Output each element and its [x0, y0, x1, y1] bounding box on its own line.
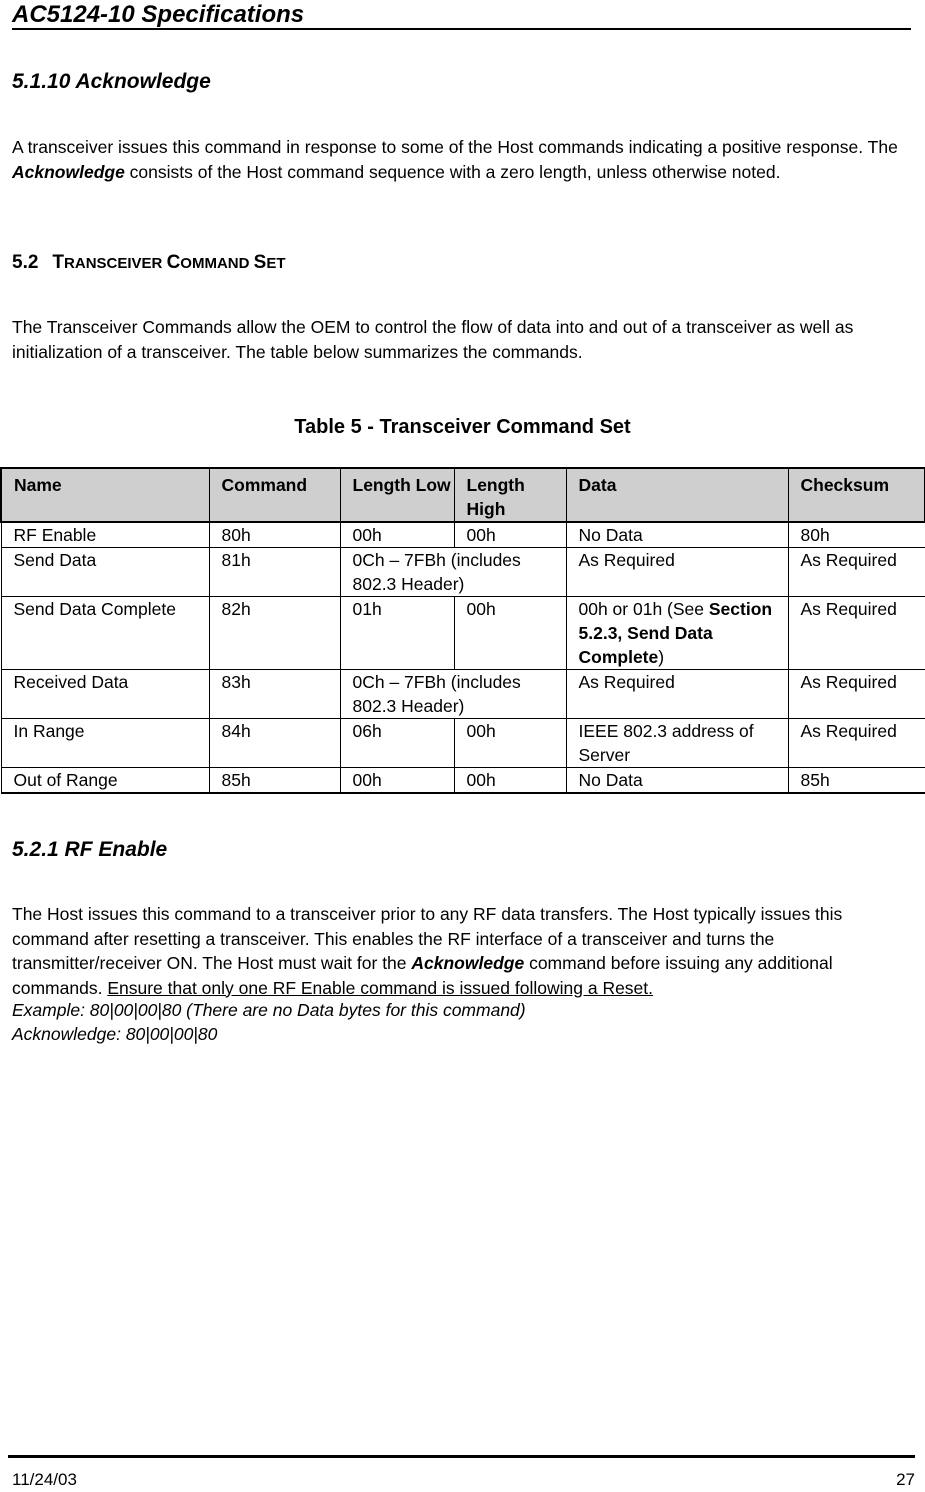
table-cell: No Data — [566, 522, 788, 548]
heading-rf-enable: 5.2.1 RF Enable — [12, 838, 168, 861]
table-header-row — [1, 468, 925, 522]
table-row — [1, 597, 925, 670]
table-cell: 00h — [340, 522, 454, 548]
table-cell: IEEE 802.3 address of Server — [566, 719, 788, 768]
table-cell: 06h — [340, 719, 454, 768]
page-number: 27 — [896, 1470, 915, 1489]
table-cell: As Required — [788, 597, 925, 670]
table-cell: 85h — [209, 768, 340, 794]
column-header: Data — [566, 468, 788, 522]
table-cell: As Required — [566, 670, 788, 719]
command-set-paragraph: The Transceiver Commands allow the OEM to control the flow of data into and out of a transceiver as well as initialization of a transceiver. The table below summarizes the commands. — [12, 317, 854, 362]
table-row — [1, 768, 925, 794]
table-caption: Table 5 - Transceiver Command Set — [294, 416, 631, 438]
column-header: Length High — [454, 468, 566, 522]
table-cell: RF Enable — [1, 522, 209, 548]
table-row — [1, 719, 925, 768]
acknowledge-line: Acknowledge: 80|00|00|80 — [12, 1024, 218, 1044]
table-cell: 84h — [209, 719, 340, 768]
heading-acknowledge: 5.1.10 Acknowledge — [12, 70, 211, 93]
command-table — [0, 467, 925, 794]
page-footer — [8, 1455, 915, 1489]
example-line: Example: 80|00|00|80 (There are no Data bytes for this command) — [12, 1000, 526, 1020]
table-cell: 00h — [340, 768, 454, 794]
column-header: Length Low — [340, 468, 454, 522]
page-header — [12, 2, 911, 30]
table-row — [1, 670, 925, 719]
table-cell: 01h — [340, 597, 454, 670]
table-cell: As Required — [566, 548, 788, 597]
table-cell: 00h — [454, 522, 566, 548]
section-cross-reference: Section 5.2.3, Send Data Complete — [578, 599, 773, 667]
table-cell: 00h — [454, 768, 566, 794]
column-header: Command — [209, 468, 340, 522]
footer-date: 11/24/03 — [12, 1470, 77, 1489]
table-cell: 85h — [788, 768, 925, 794]
table-cell: 00h or 01h (See Section 5.2.3, Send Data Complete) — [566, 597, 788, 670]
table-cell: As Required — [788, 719, 925, 768]
table-cell: 0Ch – 7FBh (includes 802.3 Header) — [340, 548, 566, 597]
table-cell: 80h — [209, 522, 340, 548]
example-block — [12, 998, 526, 1046]
table-row — [1, 522, 925, 548]
heading-transceiver-command-set: 5.2 TRANSCEIVER COMMAND SET — [12, 252, 286, 273]
table-cell: Out of Range — [1, 768, 209, 794]
table-cell: Send Data Complete — [1, 597, 209, 670]
rf-enable-paragraph: The Host issues this command to a transceiver prior to any RF data transfers. The Host typically issues this command after resetting a transceiver. This enables the RF interface of a transceiver and turns the transmitter/receiver ON. The Host must wait for the Acknowledge command before issuing any additional commands. Ensure that only one RF Enable command is issued following a Reset. — [12, 904, 843, 998]
acknowledge-emphasis: Acknowledge — [411, 953, 525, 973]
table-cell: 83h — [209, 670, 340, 719]
table-cell: Received Data — [1, 670, 209, 719]
table-cell: Send Data — [1, 548, 209, 597]
table-cell: 81h — [209, 548, 340, 597]
document-title: AC5124-10 Specifications — [12, 1, 305, 28]
column-header: Name — [1, 468, 209, 522]
reset-warning: Ensure that only one RF Enable command is issued following a Reset. — [107, 977, 654, 998]
table-row — [1, 548, 925, 597]
acknowledge-paragraph: A transceiver issues this command in response to some of the Host commands indicating a positive response. The Acknowledge consists of the Host command sequence with a zero length, unless otherwise noted. — [12, 137, 898, 182]
table-cell: As Required — [788, 670, 925, 719]
table-cell: 0Ch – 7FBh (includes 802.3 Header) — [340, 670, 566, 719]
table-cell: 80h — [788, 522, 925, 548]
table-cell: 00h — [454, 719, 566, 768]
acknowledge-emphasis: Acknowledge — [12, 161, 125, 182]
table-cell: As Required — [788, 548, 925, 597]
table-cell: 82h — [209, 597, 340, 670]
column-header: Checksum — [788, 468, 925, 522]
table-cell: 00h — [454, 597, 566, 670]
table-cell: In Range — [1, 719, 209, 768]
table-cell: No Data — [566, 768, 788, 794]
